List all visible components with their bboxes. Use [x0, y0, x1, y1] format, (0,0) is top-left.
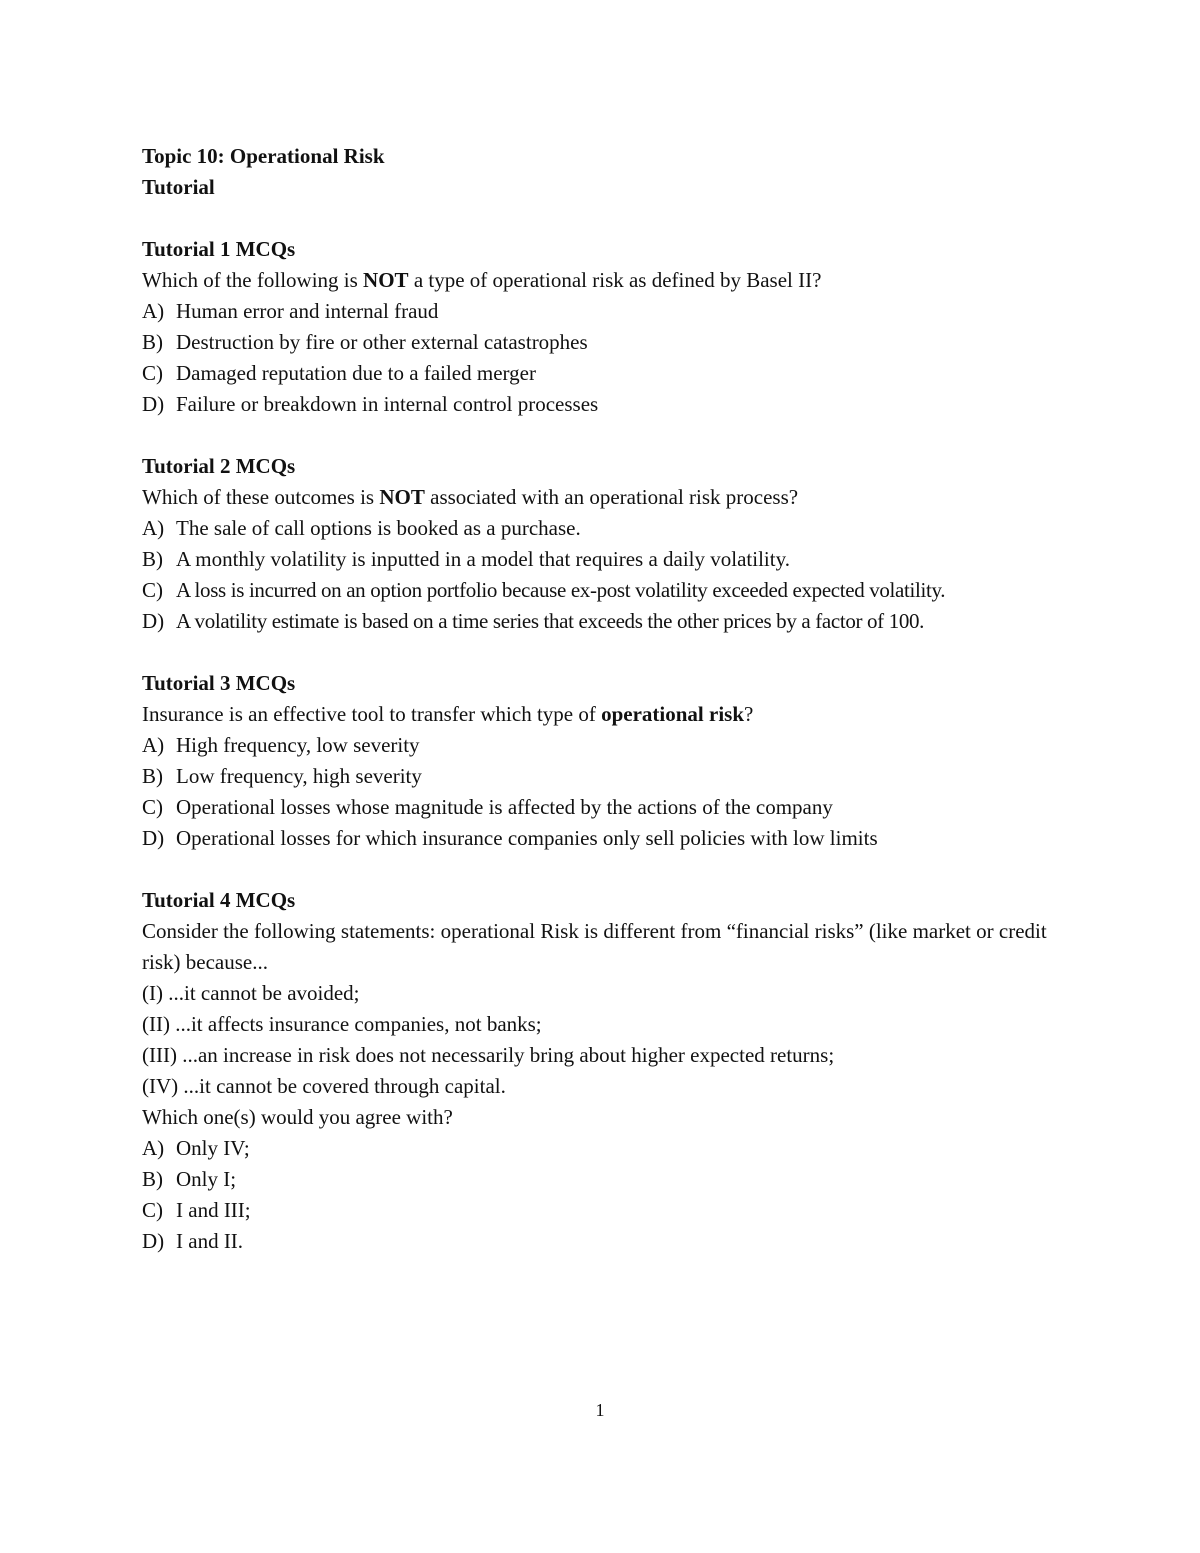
question-3-heading: Tutorial 3 MCQs — [142, 671, 296, 695]
option-letter: A) — [142, 733, 165, 757]
question-4 — [142, 885, 1082, 1257]
stem-emphasis: operational risk — [601, 702, 745, 726]
option-text: Only I; — [176, 1167, 237, 1191]
document-subtitle: Tutorial — [142, 175, 215, 199]
statement-iv: (IV) ...it cannot be covered through capital. — [142, 1074, 506, 1098]
option-letter: D) — [142, 609, 165, 633]
question-2-heading: Tutorial 2 MCQs — [142, 454, 296, 478]
option-letter: B) — [142, 764, 163, 788]
question-1-stem — [142, 265, 1082, 296]
answer-option-a — [142, 1133, 1082, 1164]
option-text: A loss is incurred on an option portfolio because ex-post volatility exceeded expected volatility. — [176, 578, 946, 602]
answer-option-b — [142, 544, 1082, 575]
document-page — [142, 141, 1082, 1257]
question-4-heading: Tutorial 4 MCQs — [142, 888, 296, 912]
answer-option-d — [142, 1226, 1082, 1257]
option-text: Failure or breakdown in internal control processes — [176, 392, 599, 416]
option-text: A monthly volatility is inputted in a model that requires a daily volatility. — [176, 547, 790, 571]
answer-option-d — [142, 606, 1082, 637]
statement-iii: (III) ...an increase in risk does not necessarily bring about higher expected returns; — [142, 1043, 835, 1067]
answer-option-c — [142, 1195, 1082, 1226]
option-letter: C) — [142, 361, 163, 385]
option-letter: D) — [142, 1229, 165, 1253]
document-title: Topic 10: Operational Risk — [142, 144, 385, 168]
answer-option-b — [142, 761, 1082, 792]
answer-option-c — [142, 792, 1082, 823]
spacer — [142, 420, 1082, 451]
statement-i: (I) ...it cannot be avoided; — [142, 981, 360, 1005]
option-text: I and III; — [176, 1198, 251, 1222]
option-letter: A) — [142, 1136, 165, 1160]
question-1-heading: Tutorial 1 MCQs — [142, 237, 296, 261]
option-text: Only IV; — [176, 1136, 250, 1160]
option-text: A volatility estimate is based on a time series that exceeds the other prices by a factor of 100. — [176, 609, 925, 633]
answer-option-c — [142, 575, 1082, 606]
answer-option-a — [142, 513, 1082, 544]
stem-text: ? — [744, 702, 754, 726]
option-letter: B) — [142, 547, 163, 571]
stem-text: Which of the following is — [142, 268, 364, 292]
option-text: Operational losses whose magnitude is affected by the actions of the company — [176, 795, 833, 819]
option-letter: A) — [142, 299, 165, 323]
option-text: Destruction by fire or other external catastrophes — [176, 330, 588, 354]
option-letter: C) — [142, 1198, 163, 1222]
stem-text: Which of these outcomes is — [142, 485, 380, 509]
option-text: Low frequency, high severity — [176, 764, 422, 788]
answer-option-c — [142, 358, 1082, 389]
answer-option-b — [142, 327, 1082, 358]
stem-text: associated with an operational risk process? — [424, 485, 799, 509]
statement-ii: (II) ...it affects insurance companies, not banks; — [142, 1012, 542, 1036]
question-3-stem — [142, 699, 1082, 730]
option-text: Human error and internal fraud — [176, 299, 439, 323]
option-text: I and II. — [176, 1229, 244, 1253]
option-text: Operational losses for which insurance companies only sell policies with low limits — [176, 826, 878, 850]
option-letter: D) — [142, 826, 165, 850]
option-letter: D) — [142, 392, 165, 416]
answer-option-a — [142, 730, 1082, 761]
spacer — [142, 203, 1082, 234]
question-3 — [142, 668, 1082, 854]
answer-option-d — [142, 389, 1082, 420]
answer-option-b — [142, 1164, 1082, 1195]
stem-text: Insurance is an effective tool to transfer which type of — [142, 702, 602, 726]
option-letter: A) — [142, 516, 165, 540]
stem-emphasis: NOT — [363, 268, 409, 292]
option-text: Damaged reputation due to a failed merger — [176, 361, 536, 385]
question-1 — [142, 234, 1082, 420]
stem-text: a type of operational risk as defined by Basel II? — [408, 268, 822, 292]
option-text: The sale of call options is booked as a purchase. — [176, 516, 581, 540]
option-letter: C) — [142, 795, 163, 819]
option-letter: B) — [142, 1167, 163, 1191]
question-2-stem — [142, 482, 1082, 513]
page-number: 1 — [595, 1400, 605, 1420]
stem-emphasis: NOT — [379, 485, 425, 509]
option-letter: C) — [142, 578, 163, 602]
question-4-prompt: Which one(s) would you agree with? — [142, 1105, 453, 1129]
answer-option-d — [142, 823, 1082, 854]
answer-option-a — [142, 296, 1082, 327]
spacer — [142, 637, 1082, 668]
question-4-stem: Consider the following statements: operational Risk is different from “financial risks” (like market or credit risk) because... — [142, 919, 1047, 974]
option-letter: B) — [142, 330, 163, 354]
question-2 — [142, 451, 1082, 637]
spacer — [142, 854, 1082, 885]
option-text: High frequency, low severity — [176, 733, 420, 757]
